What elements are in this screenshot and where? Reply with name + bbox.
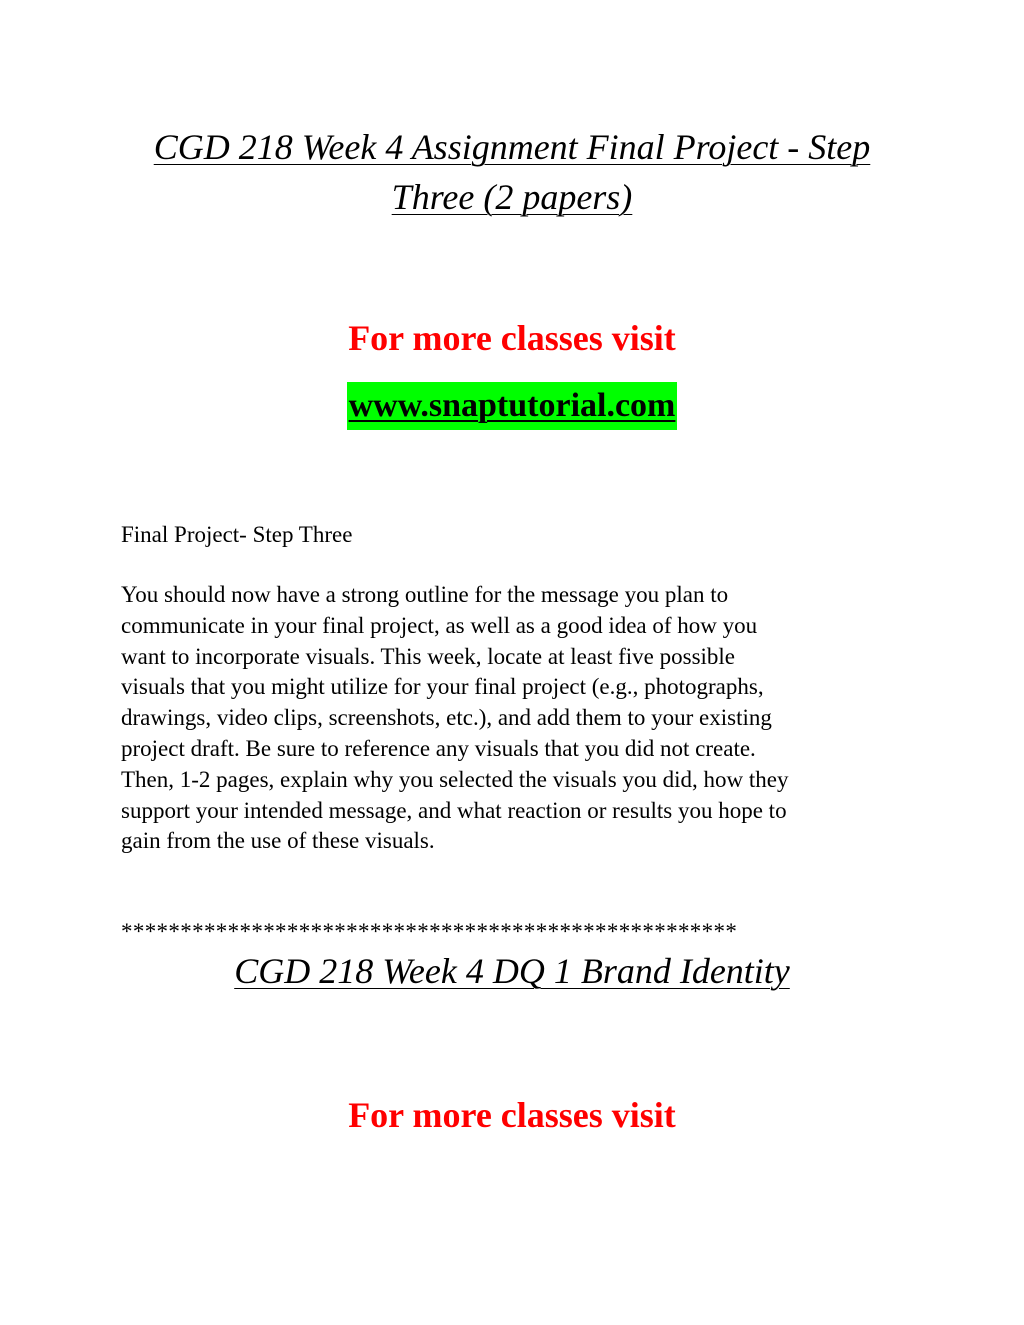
promo-text-2: For more classes visit [348, 1095, 676, 1135]
assignment-description [121, 580, 911, 857]
website-link[interactable]: www.snaptutorial.com [347, 382, 678, 430]
description-line: drawings, video clips, screenshots, etc.), and add them to your existing [121, 705, 772, 731]
description-line: support your intended message, and what reaction or results you hope to [121, 797, 787, 823]
promo-text: For more classes visit [348, 318, 676, 358]
description-line: want to incorporate visuals. This week, locate at least five possible [121, 643, 736, 669]
link-container [0, 382, 1024, 430]
asterisk-separator: **************************************************** [121, 919, 738, 944]
description-line: communicate in your final project, as well as a good idea of how you [121, 612, 758, 638]
assignment-title-line-2: Three (2 papers) [391, 177, 633, 217]
description-line: project draft. Be sure to reference any visuals that you did not create. [121, 735, 756, 761]
assignment-title-line-1: CGD 218 Week 4 Assignment Final Project - Step [153, 127, 871, 167]
description-line: gain from the use of these visuals. [121, 828, 435, 854]
section-heading: Final Project- Step Three [121, 522, 353, 547]
assignment-title [100, 122, 924, 222]
description-line: visuals that you might utilize for your final project (e.g., photographs, [121, 674, 764, 700]
dq-title: CGD 218 Week 4 DQ 1 Brand Identity [234, 951, 790, 991]
description-line: Then, 1-2 pages, explain why you selected the visuals you did, how they [121, 766, 789, 792]
description-line: You should now have a strong outline for the message you plan to [121, 582, 729, 607]
